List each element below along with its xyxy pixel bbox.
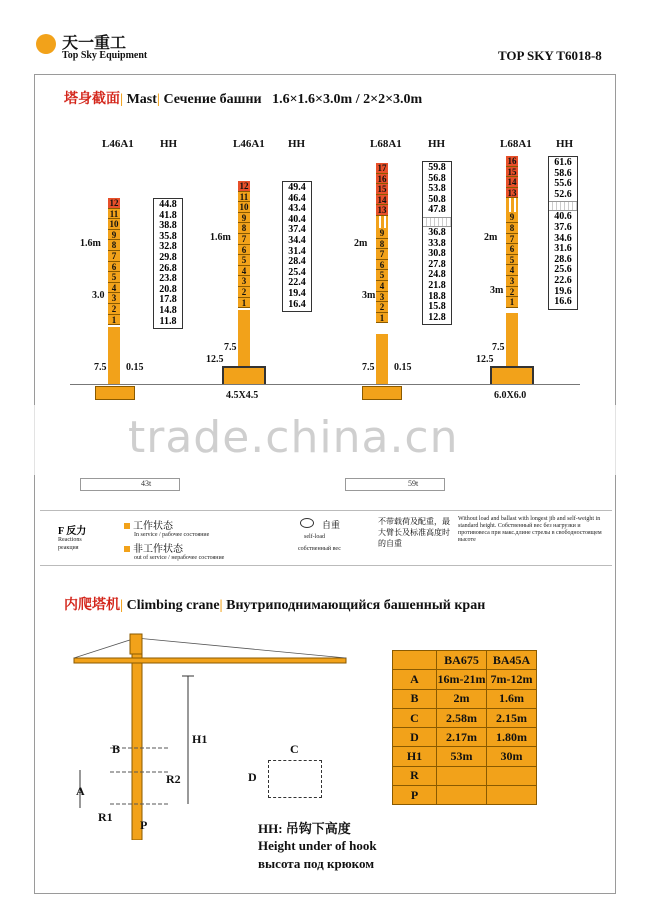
mast-section: 5 xyxy=(376,270,388,281)
hh-value: 24.8 xyxy=(428,269,446,281)
hh-value: 16.4 xyxy=(288,298,306,310)
tower3-foundation xyxy=(362,386,402,400)
table-header-row: BA675 BA45A xyxy=(393,651,537,670)
tower1-mast xyxy=(108,198,120,325)
tower4-hh-label: HH xyxy=(556,138,574,150)
tower1-weight-cell xyxy=(80,478,180,491)
hh-value: 34.4 xyxy=(288,234,306,246)
hh-value: 35.8 xyxy=(159,230,177,242)
mast-section: 4 xyxy=(238,266,250,277)
tower4-base-frame xyxy=(490,366,534,384)
legend-out-service: 非工作状态 xyxy=(124,540,183,555)
mast-section: 7 xyxy=(506,234,518,245)
table-row: H1 53m 30m xyxy=(393,747,537,766)
hh-value: 33.8 xyxy=(428,237,446,249)
tower3-mast-label: L68A1 xyxy=(370,138,402,150)
ground-line xyxy=(70,384,580,385)
table-row: P xyxy=(393,786,537,805)
hh-value: 21.8 xyxy=(428,279,446,291)
climb-label-r1: R1 xyxy=(98,810,113,824)
hh-value: 41.8 xyxy=(159,209,177,221)
tower3-side-dim: 0.15 xyxy=(394,362,412,373)
hh-value: 19.6 xyxy=(554,285,572,297)
hh-value: 20.8 xyxy=(159,283,177,295)
orange-bullet-icon xyxy=(124,523,130,529)
hh-value: 28.4 xyxy=(288,256,306,268)
tower4-height-dim: 3m xyxy=(490,285,504,296)
climb-label-h1: H1 xyxy=(192,732,208,746)
mast-section: 8 xyxy=(238,223,250,234)
table-row: D 2.17m 1.80m xyxy=(393,728,537,747)
tower2-hh-column xyxy=(282,181,312,312)
table-row: B 2m 1.6m xyxy=(393,689,537,708)
mast-section: 17 xyxy=(377,163,387,173)
tower3-height-dim: 3m xyxy=(362,290,376,301)
tower2-base-dim: 4.5X4.5 xyxy=(226,390,259,401)
mast-section: 13 xyxy=(377,205,387,216)
mast-section: 9 xyxy=(108,230,120,241)
tower1-hh-label: HH xyxy=(160,138,178,150)
climb-label-d: D xyxy=(248,770,257,784)
hh-value: 30.8 xyxy=(428,248,446,260)
tower1-bottom-dim: 7.5 xyxy=(94,362,107,373)
legend-out-service-en: out of service / нерабочее состояние xyxy=(134,555,225,561)
hh-value: 47.8 xyxy=(428,204,446,216)
mast-section: 5 xyxy=(238,255,250,266)
mast-section: 8 xyxy=(108,240,120,251)
climb-label-a: A xyxy=(76,784,85,798)
hh-value: 38.8 xyxy=(159,220,177,232)
mast-section: 11 xyxy=(239,191,249,202)
legend-note-en: Without load and ballast with longest jib and self-weight in standard height. Собственный вес без нагрузки и противовеса при макс.длине стрелы в свободностоящем высоте xyxy=(458,516,602,543)
mast-section: 14 xyxy=(507,177,517,188)
tower2-mast-label: L46A1 xyxy=(233,138,265,150)
tower4-mast xyxy=(506,156,518,308)
mast-section: 10 xyxy=(239,202,249,213)
hh-value: 49.4 xyxy=(288,182,306,193)
tower3-base-mast xyxy=(376,334,388,384)
mast-section: 14 xyxy=(377,194,387,205)
plan-view-box xyxy=(268,760,322,798)
mast-section: 3 xyxy=(376,292,388,303)
hh-value: 12.8 xyxy=(428,311,446,323)
tower1-height-dim: 3.0 xyxy=(92,290,105,301)
mast-section: 4 xyxy=(376,281,388,292)
hh-value: 22.6 xyxy=(554,274,572,286)
mast-section: 12 xyxy=(239,181,249,191)
hh-value: 52.6 xyxy=(554,188,572,200)
hh-value: 59.8 xyxy=(428,162,446,173)
hh-value: 61.6 xyxy=(554,157,572,168)
legend-in-service-en: In service / рабочее состояние xyxy=(134,532,210,538)
hh-cn-label: HH: 吊钩下高度 xyxy=(258,821,351,836)
mast-section: 9 xyxy=(506,212,518,223)
legend-f-label: F 反力 xyxy=(58,526,87,537)
hh-value: 58.6 xyxy=(554,167,572,179)
hh-value: 25.6 xyxy=(554,264,572,276)
tower2-bottom-dim: 12.5 xyxy=(206,354,224,365)
legend-f-en: Reactions xyxy=(58,537,82,543)
mast-section: 2 xyxy=(506,287,518,298)
tower2-section-dim: 1.6m xyxy=(210,232,231,243)
tower4-hh-column xyxy=(548,156,578,310)
legend-in-service: 工作状态 xyxy=(124,517,173,532)
tower1-base-mast xyxy=(108,327,120,384)
climb-label-c: C xyxy=(290,742,299,756)
mast-section: 4 xyxy=(108,283,120,294)
climb-label-p: P xyxy=(140,818,148,832)
hh-value: 28.6 xyxy=(554,253,572,265)
mast-section: 3 xyxy=(238,276,250,287)
mast-section: 3 xyxy=(108,293,120,304)
mast-section: 16 xyxy=(377,173,387,184)
tower3-bottom-dim: 7.5 xyxy=(362,362,375,373)
mast-section: 6 xyxy=(108,262,120,273)
mast-section: 15 xyxy=(377,184,387,195)
tower3-hh-column xyxy=(422,161,452,325)
mast-section: 15 xyxy=(507,166,517,177)
table-row: C 2.58m 2.15m xyxy=(393,708,537,727)
hh-value: 44.8 xyxy=(159,199,177,210)
hh-value: 43.4 xyxy=(288,203,306,215)
mast-section: 1 xyxy=(506,297,518,308)
mast-section-title: 塔身截面| Mast| Сечение башни 1.6×1.6×3.0m / 2×2×3.0m xyxy=(64,91,423,107)
hh-value: 16.6 xyxy=(554,296,572,308)
mast-section: 7 xyxy=(376,249,388,260)
mast-section: 7 xyxy=(238,234,250,245)
hh-value: 40.4 xyxy=(288,213,306,225)
mast-section: 5 xyxy=(108,272,120,283)
hh-en-label: Height under of hook xyxy=(258,838,377,853)
tower3-weight-cell xyxy=(345,478,445,491)
selfload-icon xyxy=(300,518,314,528)
hh-value: 34.6 xyxy=(554,232,572,244)
climb-label-b: B xyxy=(112,742,121,756)
tower4-mid-dim: 7.5 xyxy=(492,342,505,353)
mast-section: 13 xyxy=(507,187,517,198)
legend-selfload-ru: собственный вес xyxy=(298,546,341,552)
hh-value: 37.4 xyxy=(288,224,306,236)
mast-section: 11 xyxy=(109,208,119,219)
tower1-mast-label: L46A1 xyxy=(102,138,134,150)
hh-value: 53.8 xyxy=(428,183,446,195)
mast-section: 7 xyxy=(108,251,120,262)
hh-value: 50.8 xyxy=(428,193,446,205)
hh-value: 36.8 xyxy=(428,226,446,238)
mast-section: 9 xyxy=(376,228,388,239)
hh-value: 31.6 xyxy=(554,243,572,255)
mast-section: 6 xyxy=(376,260,388,271)
climbing-section-title: 内爬塔机| Climbing crane| Внутриподнимающийся башенный кран xyxy=(64,597,486,613)
mast-section: 8 xyxy=(376,239,388,250)
logo-text-cn: 天一重工 xyxy=(62,33,127,52)
tower1-side-dim: 0.15 xyxy=(126,362,144,373)
mast-section: 2 xyxy=(108,304,120,315)
mast-section: 2 xyxy=(238,287,250,298)
tower4-section-dim: 2m xyxy=(484,232,498,243)
tower4-bottom-dim: 12.5 xyxy=(476,354,494,365)
hh-value: 18.8 xyxy=(428,290,446,302)
legend-selfload: 自重 xyxy=(322,521,341,531)
tower2-hh-label: HH xyxy=(288,138,306,150)
hh-ru-label: высота под крюком xyxy=(258,856,375,871)
tower3-hh-label: HH xyxy=(428,138,446,150)
mast-section: 16 xyxy=(507,156,517,166)
climb-label-r2: R2 xyxy=(166,772,181,786)
climbing-crane-drawing xyxy=(70,630,360,840)
hh-value: 22.4 xyxy=(288,277,306,289)
tower1-hh-column xyxy=(153,198,183,329)
tower3-mast xyxy=(376,163,388,323)
tower1-foundation xyxy=(95,386,135,400)
tower2-base-mast xyxy=(238,310,250,366)
mast-section: 1 xyxy=(376,313,388,324)
watermark-text: trade.china.cn xyxy=(128,412,459,463)
hh-value: 17.8 xyxy=(159,294,177,306)
mast-section: 10 xyxy=(109,219,119,230)
tower3-section-dim: 2m xyxy=(354,238,368,249)
orange-bullet-icon xyxy=(124,546,130,552)
logo-icon xyxy=(36,34,56,54)
mast-section: 5 xyxy=(506,255,518,266)
mast-section: 4 xyxy=(506,265,518,276)
mast-section: 6 xyxy=(238,245,250,256)
logo-text-en: Top Sky Equipment xyxy=(62,50,148,61)
hh-value: 25.4 xyxy=(288,266,306,278)
mast-section: 1 xyxy=(238,298,250,309)
legend-f-ru: реакция xyxy=(58,545,79,551)
hh-value: 15.8 xyxy=(428,301,446,313)
mast-section: 3 xyxy=(506,276,518,287)
hh-value: 26.8 xyxy=(159,262,177,274)
climbing-spec-table xyxy=(392,650,537,805)
mast-section: 6 xyxy=(506,244,518,255)
tower2-base-frame xyxy=(222,366,266,384)
tower1-section-dim: 1.6m xyxy=(80,238,101,249)
tower1-weight: 43t xyxy=(141,479,152,488)
hh-value: 46.4 xyxy=(288,192,306,204)
hh-value: 14.8 xyxy=(159,304,177,316)
mast-section: 8 xyxy=(506,223,518,234)
table-row: A 16m-21m 7m-12m xyxy=(393,670,537,689)
hh-value: 11.8 xyxy=(159,315,177,327)
hh-value: 32.8 xyxy=(159,241,177,253)
tower2-mid-dim: 7.5 xyxy=(224,342,237,353)
table-row: R xyxy=(393,766,537,785)
tower4-base-mast xyxy=(506,313,518,366)
hh-value: 23.8 xyxy=(159,273,177,285)
mast-section: 12 xyxy=(109,198,119,208)
hh-value: 27.8 xyxy=(428,258,446,270)
mast-section: 9 xyxy=(238,213,250,224)
mast-section: 1 xyxy=(108,315,120,326)
hh-value: 55.6 xyxy=(554,178,572,190)
legend-selfload-en: self-load xyxy=(304,534,325,540)
hh-value: 37.6 xyxy=(554,221,572,233)
hh-value: 56.8 xyxy=(428,172,446,184)
model-label: TOP SKY T6018-8 xyxy=(498,48,602,63)
hh-value: 31.4 xyxy=(288,245,306,257)
tower4-mast-label: L68A1 xyxy=(500,138,532,150)
tower3-weight: 59t xyxy=(408,479,419,488)
legend-note-cn: 不带载荷及配重，最大臂长及标准高度时的自重 xyxy=(378,517,450,548)
hh-value: 40.6 xyxy=(554,211,572,223)
mast-section: 2 xyxy=(376,302,388,313)
tower4-base-dim: 6.0X6.0 xyxy=(494,390,527,401)
hh-value: 19.4 xyxy=(288,287,306,299)
tower2-mast xyxy=(238,181,250,308)
hh-value: 29.8 xyxy=(159,251,177,263)
